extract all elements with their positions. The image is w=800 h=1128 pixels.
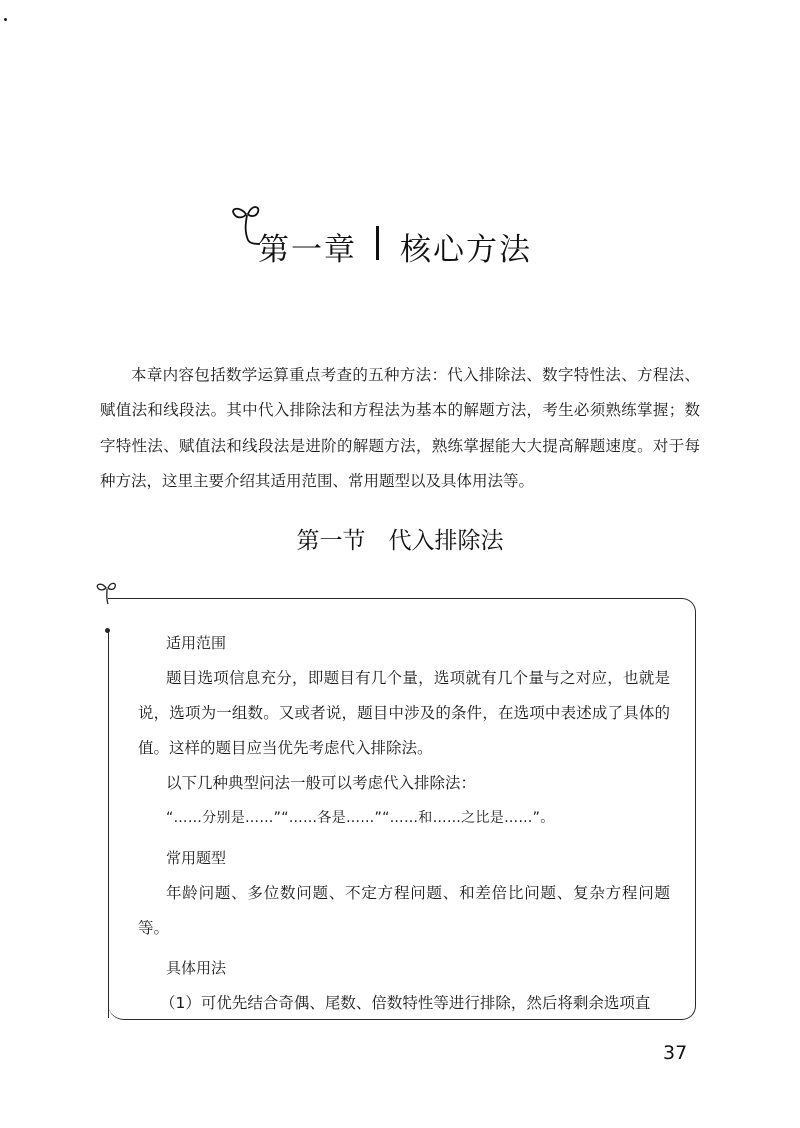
types-text: 年龄问题、多位数问题、不定方程问题、和差倍比问题、复杂方程问题等。: [138, 884, 670, 937]
info-box-dot: [105, 628, 110, 633]
section-heading: 第一节 代入排除法: [296, 528, 504, 554]
info-box-content: [138, 625, 670, 1021]
typical-intro: 以下几种典型问法一般可以考虑代入排除法：: [166, 774, 477, 792]
scope-text: 题目选项信息充分，即题目有几个量，选项就有几个量与之对应，也就是说，选项为一组数。又或者说，题目中涉及的条件，在选项中表述成了具体的值。这样的题目应当优先考虑代入排除法。: [138, 669, 670, 757]
typical-quotes: “……分别是……”“……各是……”“……和……之比是……”。: [166, 810, 555, 826]
intro-paragraph: 本章内容包括数学运算重点考查的五种方法：代入排除法、数字特性法、方程法、赋值法和线段法。其中代入排除法和方程法为基本的解题方法，考生必须熟练掌握；数字特性法、赋值法和线段法是进阶的解题方法，熟练掌握能大大提高解题速度。对于每种方法，这里主要介绍其适用范围、常用题型以及具体用法等。: [100, 365, 700, 490]
scan-speck: [4, 18, 7, 21]
info-box-left-border: [108, 632, 109, 1018]
sprout-icon: [210, 200, 260, 252]
usage-item-1: （1）可优先结合奇偶、尾数、倍数特性等进行排除，然后将剩余选项直: [160, 994, 651, 1012]
usage-heading: 具体用法: [166, 959, 227, 977]
chapter-divider: [376, 226, 379, 260]
types-heading: 常用题型: [166, 849, 227, 867]
chapter-number: 第一章: [258, 232, 357, 268]
chapter-title: 核心方法: [400, 232, 532, 268]
chapter-heading: [200, 200, 600, 270]
scope-heading: 适用范围: [166, 634, 227, 652]
page-number: 37: [663, 1042, 688, 1064]
